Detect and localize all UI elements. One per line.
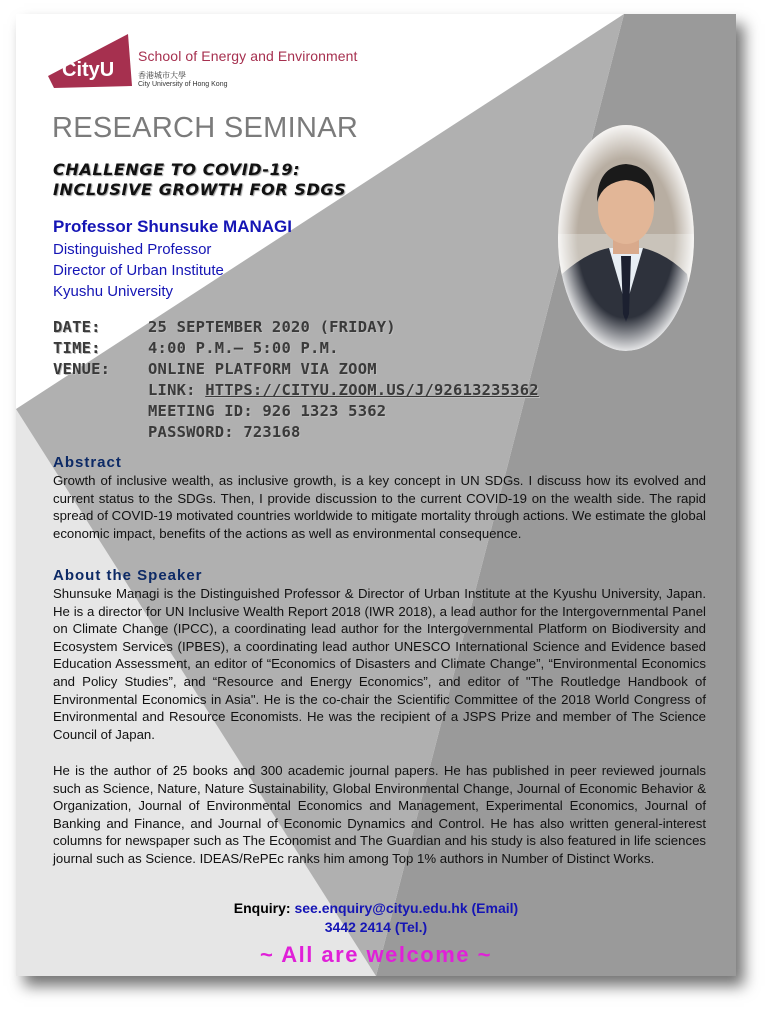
speaker-name: Professor Shunsuke MANAGI: [53, 217, 292, 236]
about-paragraph-1: Shunsuke Managi is the Distinguished Professor & Director of Urban Institute at the Kyushu University, Japan. He is a director for UN Inclusive Wealth Report 2018 (IWR 2018), a lead author for the Intergovernmental Panel on Climate Change (IPCC), a coordinating lead author for the Intergovernmental Platform on Biodiversity and Ecosystem Services (IPBES), a coordinating lead author UNESCO International Science and Evidence based Education Assessment, an editor of “Economics of Disasters and Climate Change”, “Environmental Economics and Policy Studies”, and “Resource and Energy Economics”, and editor of "The Routledge Handbook of Environmental Economics in Asia". He is the co-chair the Scientific Committee of the 2018 World Congress of Environmental and Resource Economists. He was the recipient of a JSPS Prize and member of The Science Council of Japan.: [53, 586, 706, 742]
venue-value: ONLINE PLATFORM VIA ZOOM: [148, 360, 377, 378]
enquiry-email[interactable]: see.enquiry@cityu.edu.hk (Email): [294, 900, 519, 916]
date-label: DATE:: [53, 318, 101, 336]
enquiry-label: Enquiry:: [233, 900, 291, 916]
logo-emblem: [46, 32, 136, 90]
talk-title-line1: CHALLENGE TO COVID-19:: [53, 160, 301, 179]
seminar-poster: [16, 14, 736, 976]
enquiry-line: [16, 900, 736, 916]
about-paragraph-2: He is the author of 25 books and 300 academic journal papers. He has published in peer reviewed journals such as Science, Nature, Nature Sustainability, Global Environmental Change, Journal of Economic Behavior & Organization, Journal of Environmental Economics and Management, Experimental Economics, Journal of Banking and Finance, and Journal of Economic Dynamics and Control. He has also written general-interest columns for newspaper such as The Economist and The Guardian and his study is also featured in life sciences journal such as Science. IDEAS/RePEc ranks him among Top 1% authors in Number of Distinct Works.: [53, 763, 706, 866]
welcome-message: ~ All are welcome ~: [260, 942, 492, 967]
speaker-affiliation: Kyushu University: [53, 283, 174, 300]
university-name-english: City University of Hong Kong: [138, 81, 228, 88]
date-value: 25 SEPTEMBER 2020 (FRIDAY): [148, 318, 396, 336]
link-label: LINK:: [148, 381, 196, 399]
zoom-link[interactable]: HTTPS://CITYU.ZOOM.US/J/92613235362: [205, 381, 539, 399]
logo-text: CityU: [62, 59, 115, 81]
talk-title-line2: INCLUSIVE GROWTH FOR SDGS: [53, 180, 347, 199]
speaker-role: Director of Urban Institute: [53, 262, 224, 279]
time-label: TIME:: [53, 339, 101, 357]
about-heading: About the Speaker: [53, 567, 203, 584]
seminar-title: RESEARCH SEMINAR: [52, 112, 359, 144]
venue-label: VENUE:: [53, 360, 111, 378]
time-value: 4:00 P.M.– 5:00 P.M.: [148, 339, 339, 357]
speaker-position: Distinguished Professor: [53, 241, 212, 258]
school-name: School of Energy and Environment: [138, 48, 358, 64]
enquiry-tel: 3442 2414 (Tel.): [324, 919, 428, 935]
zoom-link-row: [148, 381, 539, 399]
abstract-heading: Abstract: [53, 454, 122, 471]
abstract-text: Growth of inclusive wealth, as inclusive growth, is a key concept in UN SDGs. I discuss how its evolved and current status to the SDGs. Then, I provide discussion to the current COVID-19 on the wealth side. The rapid spread of COVID-19 motivated countries worldwide to mitigate mortality through actions. We estimate the global economic impact, benefits of the actions as well as environmental consequence.: [53, 473, 706, 541]
cityu-logo[interactable]: [46, 32, 136, 95]
meeting-password: PASSWORD: 723168: [148, 423, 301, 441]
meeting-id: MEETING ID: 926 1323 5362: [148, 402, 387, 420]
university-name-chinese: 香港城市大學: [138, 71, 186, 80]
speaker-photo: [557, 124, 695, 352]
